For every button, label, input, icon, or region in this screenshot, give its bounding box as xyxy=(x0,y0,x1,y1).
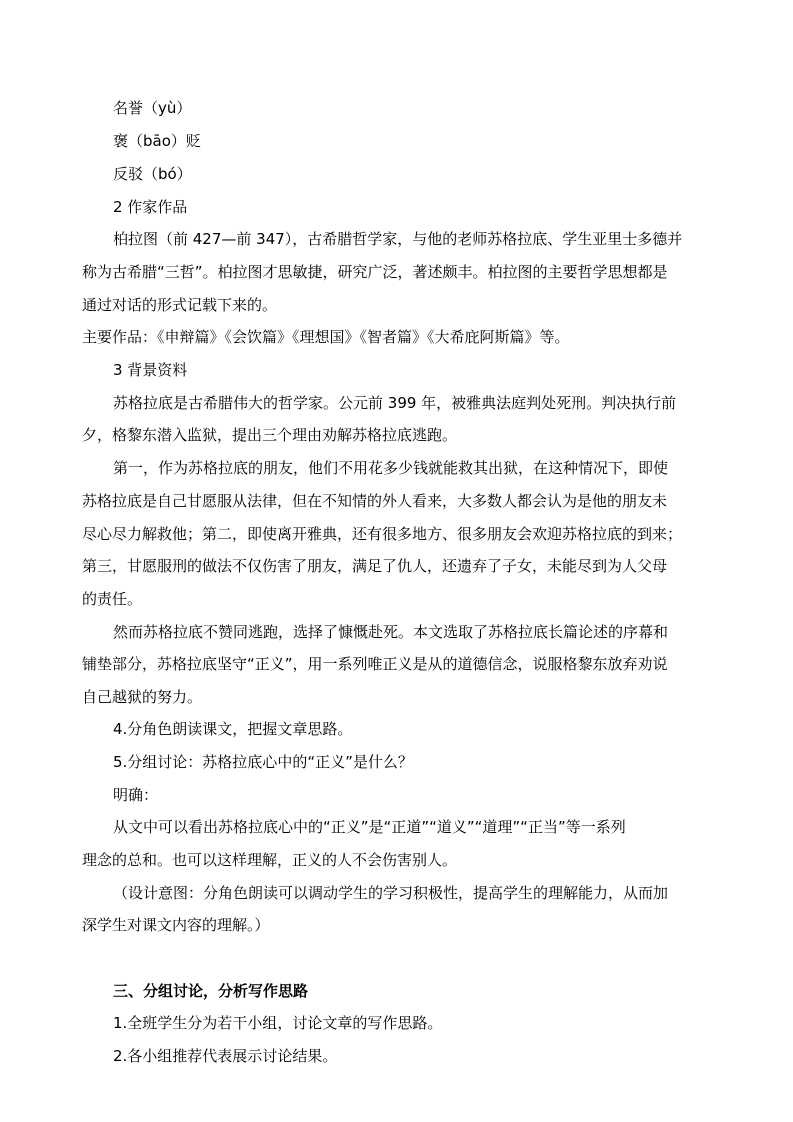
paragraph-line: 从文中可以看出苏格拉底心中的“正义”是“正道”“道义”“道理”“正当”等一系列 xyxy=(113,818,626,836)
paragraph-line: 理念的总和。也可以这样理解，正义的人不会伤害别人。 xyxy=(82,851,458,869)
section-heading-background: 3 背景资料 xyxy=(113,361,188,379)
clarification-label: 明确： xyxy=(113,786,159,804)
paragraph-line: 的责任。 xyxy=(82,590,143,608)
design-intent-line: （设计意图：分角色朗读可以调动学生的学习积极性，提高学生的理解能力，从而加 xyxy=(113,884,669,902)
section-heading-group-discussion: 三、分组讨论，分析写作思路 xyxy=(113,982,309,1000)
step-line: 1.全班学生分为若干小组，讨论文章的写作思路。 xyxy=(113,1014,443,1032)
paragraph-line: 第一，作为苏格拉底的朋友，他们不用花多少钱就能救其出狱，在这种情况下，即使 xyxy=(113,459,669,477)
main-works-line: 主要作品：《申辩篇》《会饮篇》《理想国》《智者篇》《大希庇阿斯篇》等。 xyxy=(82,328,570,346)
paragraph-line: 称为古希腊“三哲”。柏拉图才思敏捷，研究广泛，著述颇丰。柏拉图的主要哲学思想都是 xyxy=(82,263,668,281)
paragraph-line: 苏格拉底是自己甘愿服从法律，但在不知情的外人看来，大多数人都会认为是他的朋友未 xyxy=(82,492,668,510)
step-line: 2.各小组推荐代表展示讨论结果。 xyxy=(113,1047,338,1065)
paragraph-line: 通过对话的形式记载下来的。 xyxy=(82,296,278,314)
paragraph-line: 苏格拉底是古希腊伟大的哲学家。公元前 399 年，被雅典法庭判处死刑。判决执行前 xyxy=(113,394,677,412)
step-line: 4.分角色朗读课文，把握文章思路。 xyxy=(113,720,353,738)
step-line: 5.分组讨论：苏格拉底心中的“正义”是什么？ xyxy=(113,753,413,771)
vocab-line-fanbo: 反驳（bó） xyxy=(113,165,192,183)
vocab-line-baobian: 褒（bāo）贬 xyxy=(113,132,201,150)
design-intent-line: 深学生对课文内容的理解。） xyxy=(82,916,270,934)
paragraph-line: 自己越狱的努力。 xyxy=(82,688,203,706)
section-heading-author-works: 2 作家作品 xyxy=(113,198,188,216)
paragraph-line: 然而苏格拉底不赞同逃跑，选择了慷慨赴死。本文选取了苏格拉底长篇论述的序幕和 xyxy=(113,623,669,641)
paragraph-line: 铺垫部分，苏格拉底坚守“正义”，用一系列唯正义是从的道德信念，说服格黎东放弃劝说 xyxy=(82,655,668,673)
paragraph-line: 尽心尽力解救他；第二，即使离开雅典，还有很多地方、很多朋友会欢迎苏格拉底的到来； xyxy=(82,525,683,543)
paragraph-line: 第三，甘愿服刑的做法不仅伤害了朋友，满足了仇人，还遗弃了子女，未能尽到为人父母 xyxy=(82,557,668,575)
vocab-line-mingyu: 名誉（yù） xyxy=(113,99,192,117)
paragraph-line: 夕，格黎东潜入监狱，提出三个理由劝解苏格拉底逃跑。 xyxy=(82,426,458,444)
paragraph-line: 柏拉图（前 427—前 347），古希腊哲学家，与他的老师苏格拉底、学生亚里士多德并 xyxy=(113,230,683,248)
